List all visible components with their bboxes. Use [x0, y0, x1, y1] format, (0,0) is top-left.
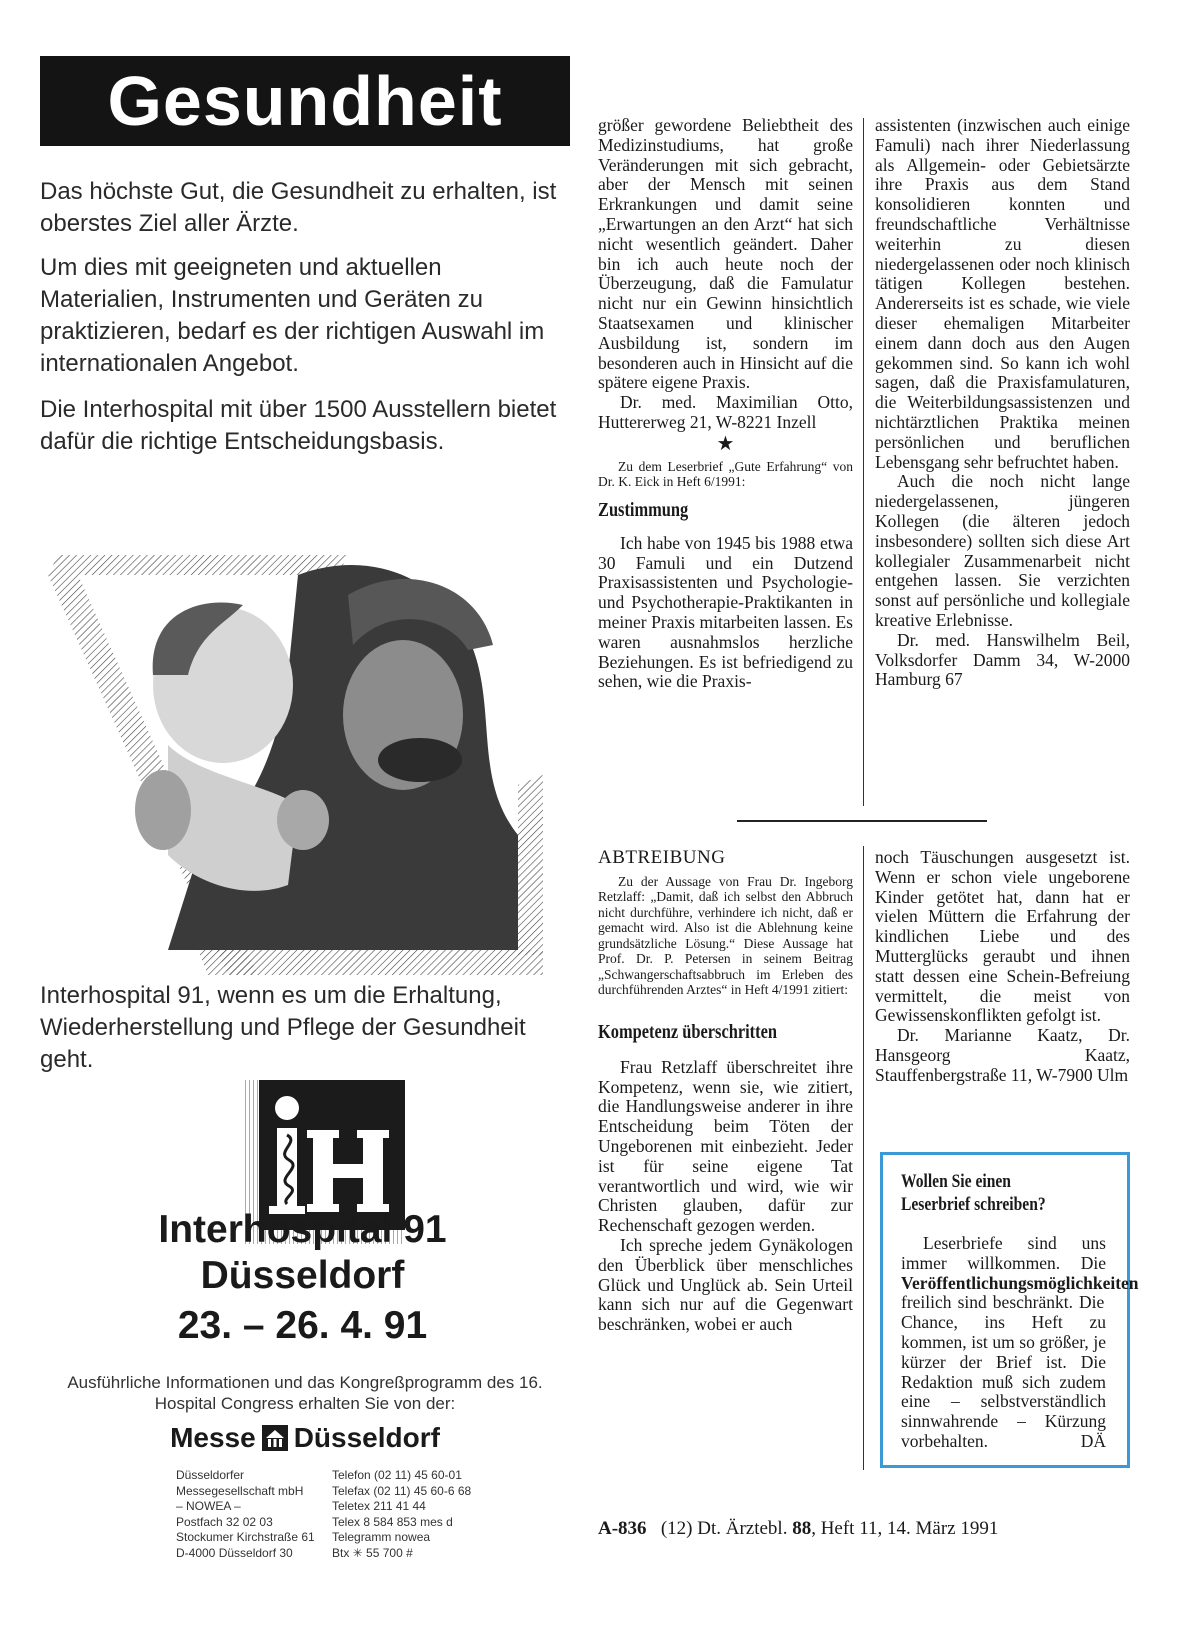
box-title-line-1: Wollen Sie einen [901, 1171, 1011, 1192]
letter-kompetenz-body-1: Frau Retzlaff überschreitet ihre Kompetenz, wenn sie, wie zitiert, die Handlungsweise anderer in ihre Entscheidung beim Töten der Ungeborenen mit einbezieht. Jeder ist für seine eigene Tat verantwortlich und wird, wie wir Christen glauben, dafür zur Rechenschaft gezogen werden. [598, 1056, 853, 1236]
letter-zustimmung-body: Ich habe von 1945 bis 1988 etwa 30 Famuli und ein Dutzend Praxisassistenten und Psychologie- und Psychotherapie-Praktikanten in meiner Praxis mitarbeiten lassen. Es waren ausnahmslos herzliche Beziehungen. Es ist befriedigend zu sehen, wie die Praxis- [598, 532, 853, 692]
letters-column-c [598, 848, 853, 1335]
letter-otto-body: größer gewordene Beliebtheit des Medizinstudiums, hat große Veränderungen mit sich gebracht, aber der Mensch mit seinen Erkrankungen und damit seine „Erwartungen an den Arzt“ hat sich nicht wesentlich geändert. Daher bin ich auch heute noch der Überzeugung, daß die Famulatur nicht nur ein Gewinn hinsichtlich Staatsexamen und klinischer Ausbildung ist, sondern im besonderen auch in Hinsicht auf die spätere eigene Praxis. [598, 115, 853, 393]
address-block-right: Telefon (02 11) 45 60-01 Telefax (02 11) 45 60-6 68 Teletex 211 41 44 Telex 8 584 853 mes d Telegramm nowea Btx ✳ 55 700 # [332, 1468, 472, 1560]
address-block-left: Düsseldorfer Messegesellschaft mbH – NOWEA – Postfach 32 02 03 Stockumer Kirchstraße 61 D-4000 Düsseldorf 30 [176, 1468, 315, 1560]
ad-header-title: Gesundheit [107, 62, 503, 140]
footer-volume: 88 [792, 1518, 812, 1539]
star-separator-icon: ★ [716, 432, 735, 455]
ad-paragraph-4: Interhospital 91, wenn es um die Erhaltung, Wiederherstellung und Pflege der Gesundheit geht. [40, 982, 526, 1073]
event-dates: 23. – 26. 4. 91 [177, 1304, 428, 1347]
box-signoff: DÄ [1080, 1430, 1106, 1451]
heading-kompetenz: Kompetenz überschritten [598, 1020, 778, 1043]
event-info-text: Ausführliche Informationen und das Kongreßprogramm des 16. Hospital Congress erhalten Sie von der: [67, 1373, 543, 1413]
ad-paragraph-2: Um dies mit geeigneten und aktuellen Materialien, Instrumenten und Geräten zu praktizieren, bedarf es der richtigen Auswahl im internationalen Angebot. [40, 254, 545, 377]
messe-emblem-icon [262, 1425, 288, 1451]
letter-intro-zustimmung: Zu dem Leserbrief „Gute Erfahrung“ von Dr. K. Eick in Heft 6/1991: [598, 458, 853, 490]
letter-kaatz-signature: Dr. Marianne Kaatz, Dr. Hansgeorg Kaatz, Stauffenbergstraße 11, W-7900 Ulm [875, 1025, 1130, 1085]
section-label-abtreibung: ABTREIBUNG [598, 847, 726, 868]
ad-header-banner [40, 56, 570, 146]
letter-beil-signature: Dr. med. Hanswilhelm Beil, Volksdorfer Damm 34, W-2000 Hamburg 67 [875, 629, 1130, 690]
messe-duesseldorf-logo [140, 1418, 470, 1458]
messe-logo-left-text: Messe [170, 1422, 256, 1453]
footer-issue: , Heft 11, 14. März 1991 [811, 1518, 999, 1539]
messe-logo-right-text: Düsseldorf [293, 1422, 440, 1453]
leserbrief-info-content [901, 1170, 1139, 1452]
letters-column-d [875, 848, 1130, 1086]
page-number: A-836 [598, 1518, 647, 1539]
ad-paragraph-1: Das höchste Gut, die Gesundheit zu erhalten, ist oberstes Ziel aller Ärzte. [40, 178, 557, 237]
section-divider [737, 820, 987, 822]
letter-kompetenz-continued: noch Täuschungen ausgesetzt ist. Wenn er schon viele ungeborene Kinder getötet hat, dann hat er vielen Müttern die Erfahrung der kindlichen Liebe und des Mutterglücks geraubt und ihnen statt dessen eine Schein-Befreiung vermittelt, die meist von Gewissenskonflikten gefolgt ist. [875, 847, 1130, 1026]
letter-otto-signature: Dr. med. Maximilian Otto, Huttererweg 21, W-8221 Inzell [598, 392, 853, 432]
footer-journal: (12) Dt. Ärztebl. [660, 1518, 788, 1539]
letter-zustimmung-paragraph-2: Auch die noch nicht lange niedergelassenen, jüngeren Kollegen (die älteren jedoch insbesondere) sollten sich diese Art kollegialer Zusammenarbeit nicht entgehen lassen. Sie verzichten sonst auf persönliche und kollegiale kreative Erlebnisse. [875, 471, 1130, 630]
letter-zustimmung-continued: assistenten (inzwischen auch einige Famuli) nach ihrer Niederlassung als Allgemein- oder Gebietsärzte ihre Praxis aus dem Stand konsolidieren konnten und freundschaftliche Verhältnisse weiterhin zu diesen niedergelassenen oder noch klinisch tätigen Kollegen bestehen. Andererseits ist es schade, wie viele dieser ehemaligen Mitarbeiter einem dann doch aus den Augen gekommen sind. So kann ich wohl sagen, daß die Praxisfamulaturen, die Weiterbildungsassistenzen und nichtärztlichen Praktika meinen persönlichen und beruflichen Lebensgang sehr befruchtet haben. [875, 115, 1130, 472]
event-city: Düsseldorf [200, 1254, 405, 1297]
letters-column-a [598, 116, 853, 692]
heading-zustimmung: Zustimmung [598, 498, 689, 521]
column-divider-upper [863, 118, 864, 806]
ad-paragraph-3: Die Interhospital mit über 1500 Ausstellern bietet dafür die richtige Entscheidungsbasis. [40, 396, 557, 455]
event-title: Interhospital 91 [158, 1208, 447, 1251]
column-divider-lower [863, 846, 864, 1470]
ad-photo-doctor-with-child [48, 555, 543, 975]
letters-column-b [875, 116, 1130, 690]
box-title-line-2: Leserbrief schreiben? [901, 1194, 1046, 1215]
page-footer [598, 1518, 1118, 1540]
letter-intro-retzlaff: Zu der Aussage von Frau Dr. Ingeborg Retzlaff: „Damit, daß ich selbst den Abbruch nicht durchführe, verhindere ich nicht, daß er gemacht wird. Also ist die Ablehnung keine grundsätzliche Lösung.“ Diese Aussage hat Prof. Dr. P. Petersen in seinem Beitrag „Schwangerschaftsabbruch im Erleben des durchführenden Arztes“ in Heft 4/1991 zitiert: [598, 873, 853, 998]
box-text: Leserbriefe sind uns immer willkommen. Die Veröffentlichungsmöglichkeiten freilich sind beschränkt. Die Chance, ins Heft zu kommen, ist um so größer, je kürzer der Brief ist. Die Redaktion muß sich zudem eine – selbstverständlich sinnwahrende – Kürzung vorbehalten. DÄ [901, 1233, 1139, 1451]
letter-kompetenz-body-2: Ich spreche jedem Gynäkologen den Überblick über menschliches Glück und Unglück ab. Sein Urteil kann sich nur auf die Gegenwart beschränken, wobei er auch [598, 1234, 853, 1335]
